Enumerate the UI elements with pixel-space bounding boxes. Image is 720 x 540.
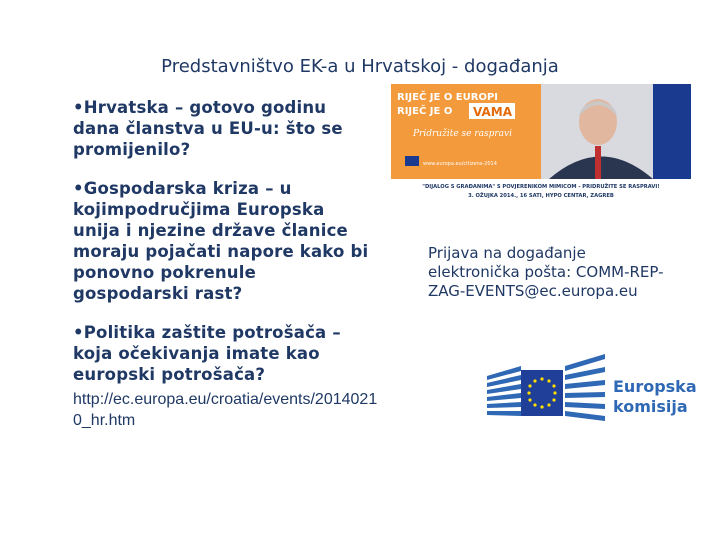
banner-caption-2: 3. OŽUJKA 2014., 16 SATI, HYPO CENTAR, ZAGREB: [468, 193, 614, 199]
logo-text-line-1: Europska: [613, 377, 697, 396]
european-commission-logo: [487, 352, 697, 422]
eu-flag-icon: [405, 156, 419, 166]
banner-vama: VAMA: [473, 105, 512, 119]
banner-tagline: Pridružite se raspravi: [413, 129, 513, 139]
registration-info: [428, 244, 678, 301]
banner-headline-2: RIJEČ JE O: [397, 106, 453, 117]
banner-headline-1: RIJEČ JE O EUROPI: [397, 92, 499, 103]
banner-caption-1: "DIJALOG S GRAĐANIMA" S POVJERENIKOM MIMICOM - PRIDRUŽITE SE RASPRAVI!: [422, 184, 660, 190]
registration-label: Prijava na događanje: [428, 244, 586, 262]
bullet-item: •Hrvatska – gotovo godinu dana članstva u EU-u: što se promijenilo?: [73, 98, 343, 159]
logo-text-line-2: komisija: [613, 397, 688, 416]
event-link[interactable]: http://ec.europa.eu/croatia/events/20140210_hr.htm: [73, 391, 378, 429]
event-banner: [391, 84, 691, 202]
bullet-item: •Gospodarska kriza – u kojimpodručjima Europska unija i njezine države članice moraju pojačati napore kako bi ponovno pokrenule gospodarski rast?: [73, 179, 369, 303]
banner-site: www.europa.eu/citizens-2014: [423, 161, 497, 167]
eu-flag-backdrop: [653, 84, 691, 179]
registration-email[interactable]: elektronička pošta: COMM-REP-ZAG-EVENTS@ec.europa.eu: [428, 263, 664, 300]
eu-flag-icon: [521, 370, 563, 416]
bullet-list: [73, 97, 373, 403]
bullet-item: •Politika zaštite potrošača – koja očekivanja imate kao europski potrošača?: [73, 323, 341, 384]
slide-title: Predstavništvo EK-a u Hrvatskoj - događanja: [161, 56, 559, 77]
portrait-face: [579, 99, 617, 145]
